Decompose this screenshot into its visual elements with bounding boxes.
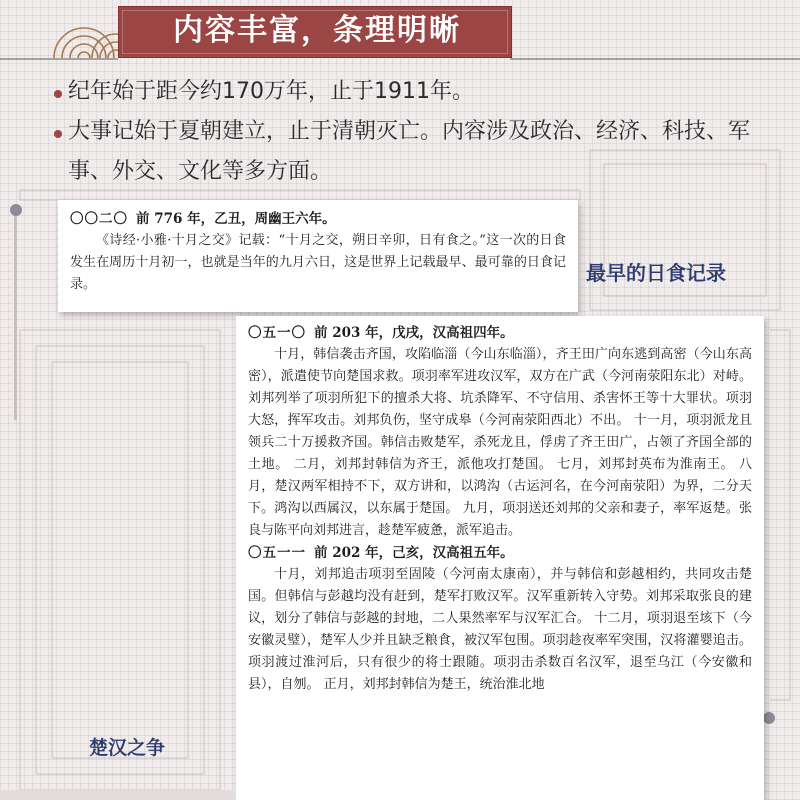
entry-date: 前 776 年，乙丑，周幽王六年。	[136, 211, 336, 227]
entry-number: 〇五一一	[248, 545, 306, 561]
bullet-item-chronology: 纪年始于距今约170万年，止于1911年。	[52, 72, 772, 112]
entry-date: 前 202 年，己亥，汉高祖五年。	[314, 545, 514, 561]
entry-header	[248, 322, 752, 344]
entry-text: 《诗经·小雅·十月之交》记载：“十月之交，朔日辛卯，日有食之。”这一次的日食发生在周历十月初一，也就是当年的九月六日，这是世界上记载最早、最可靠的日食记录。	[70, 233, 566, 292]
excerpt-card-chu-han	[236, 316, 764, 800]
timeline-rail	[14, 210, 17, 420]
page-title: 内容丰富，条理明晰	[173, 13, 461, 48]
entry-header	[248, 542, 752, 564]
title-divider-right	[510, 58, 800, 60]
bottom-stripe	[0, 790, 236, 800]
entry-header	[70, 208, 566, 230]
label-chu-han: 楚汉之争	[89, 737, 166, 759]
entry-text: 十月，刘邦追击项羽至固陵（今河南太康南），并与韩信和彭越相约，共同攻击楚国。但韩信与彭越均没有赶到，楚军打败汉军。汉军重新转入守势。刘邦采取张良的建议，划分了韩信与彭越的封地，二人果然率军与汉军汇合。 十二月，项羽退至垓下（今安徽灵璧），楚军人少并且缺乏粮食，被汉军包围。项羽趁夜率军突围，汉将灌婴追击。项羽渡过淮河后，只有很少的将士跟随。项羽击杀数百名汉军，退至乌江（今安徽和县），自刎。 正月，刘邦封韩信为楚王，统治淮北地	[248, 567, 752, 692]
title-band	[0, 0, 800, 68]
label-earliest-eclipse: 最早的日食记录	[586, 261, 726, 285]
timeline-dot-top	[10, 204, 22, 216]
excerpt-card-eclipse	[58, 200, 578, 312]
entry-number: 〇五一〇	[248, 325, 306, 341]
title-divider-left	[0, 58, 118, 60]
entry-text: 十月，韩信袭击齐国，攻陷临淄（今山东临淄），齐王田广向东逃到高密（今山东高密），派遣使节向楚国求救。项羽率军进攻汉军，双方在广武（今河南荥阳东北）对峙。刘邦列举了项羽所犯下的擅杀大将、坑杀降军、不守信用、杀害怀王等十大罪状。项羽大怒，挥军攻击。刘邦负伤，坚守成皋（今河南荥阳西北）不出。 十一月，项羽派龙且领兵二十万援救齐国。韩信击败楚军，杀死龙且，俘虏了齐王田广，占领了齐国全部的土地。 二月，刘邦封韩信为齐王，派他攻打楚国。 七月，刘邦封英布为淮南王。 八月，楚汉两军相持不下，双方讲和，以鸿沟（古运河名，在今河南荥阳）为界，二分天下。鸿沟以西属汉，以东属于楚国。 九月，项羽送还刘邦的父亲和妻子，率军返楚。张良与陈平向刘邦进言，趁楚军疲惫，派军追击。	[248, 347, 752, 538]
feature-bullet-list	[52, 72, 772, 192]
bullet-item-scope: 大事记始于夏朝建立，止于清朝灭亡。内容涉及政治、经济、科技、军事、外交、文化等多方面。	[52, 112, 772, 192]
entry-date: 前 203 年，戊戌，汉高祖四年。	[314, 325, 514, 341]
entry-number: 〇〇二〇	[70, 211, 128, 227]
timeline-dot-right	[763, 712, 775, 724]
